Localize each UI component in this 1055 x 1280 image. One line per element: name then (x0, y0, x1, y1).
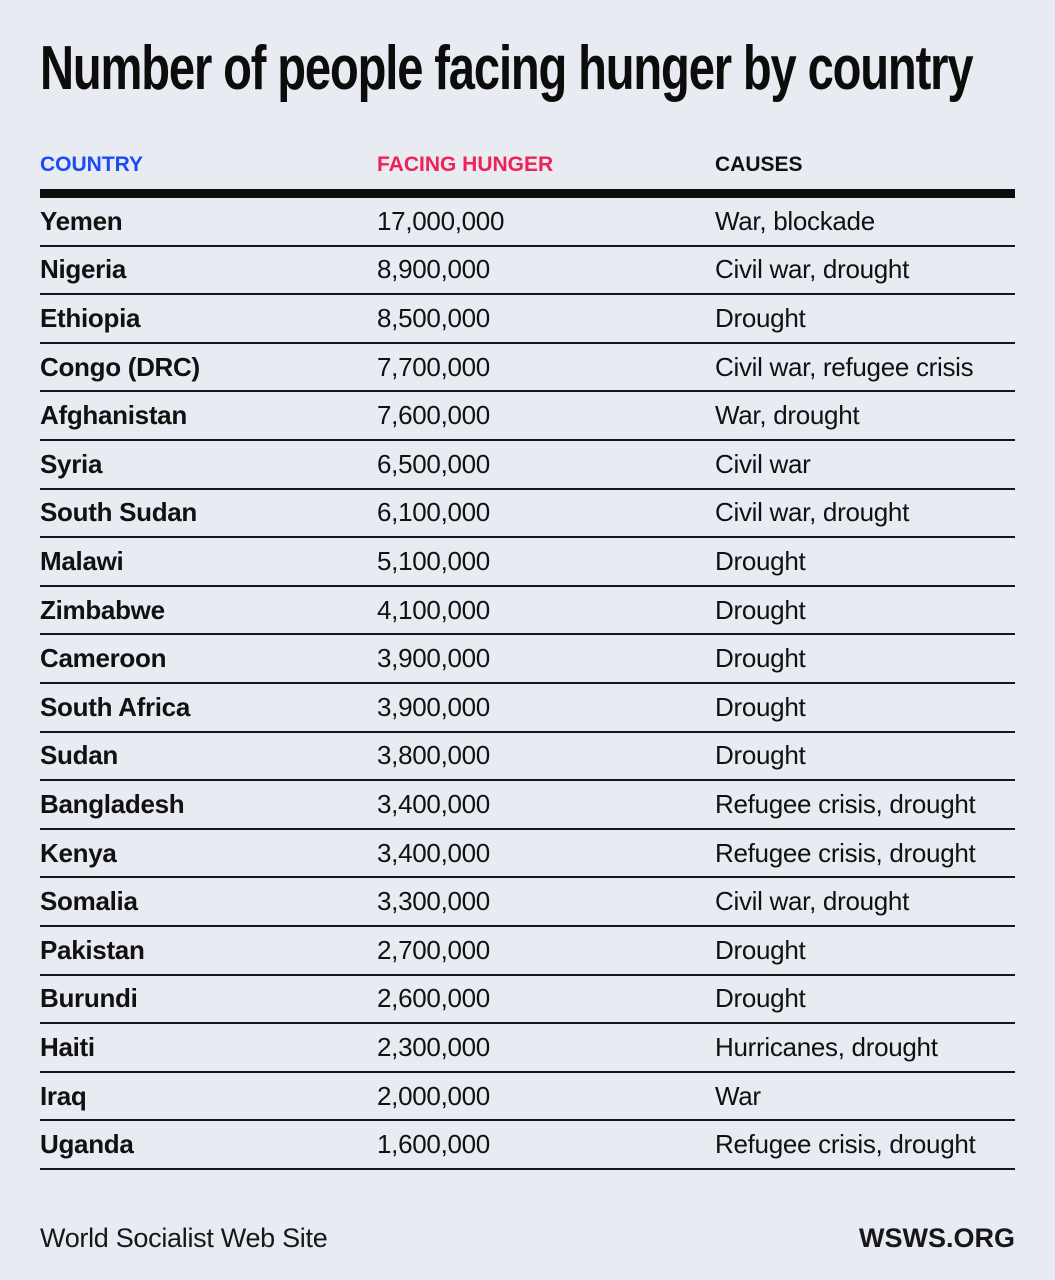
table-row (40, 1121, 1015, 1170)
site-name-label: World Socialist Web Site (40, 1223, 328, 1253)
facing-hunger-cell: 4,100,000 (377, 594, 490, 625)
table-row (40, 635, 1015, 684)
facing-hunger-cell: 6,100,000 (377, 497, 490, 528)
table-row (40, 538, 1015, 587)
table-rows (40, 198, 1015, 1170)
causes-cell: Civil war (715, 448, 811, 479)
facing-hunger-cell: 3,800,000 (377, 740, 490, 771)
table-row (40, 927, 1015, 976)
facing-hunger-cell: 3,400,000 (377, 789, 490, 820)
causes-cell: Civil war, drought (715, 886, 910, 917)
facing-hunger-cell: 5,100,000 (377, 546, 490, 577)
country-cell: Syria (40, 448, 103, 479)
causes-cell: Drought (715, 643, 806, 674)
causes-cell: Refugee crisis, drought (715, 1129, 976, 1160)
facing-hunger-cell: 3,900,000 (377, 691, 490, 722)
country-cell: Congo (DRC) (40, 351, 200, 382)
facing-hunger-cell: 3,300,000 (377, 886, 490, 917)
table-row (40, 781, 1015, 830)
country-cell: Zimbabwe (40, 594, 165, 625)
causes-cell: Refugee crisis, drought (715, 837, 976, 868)
country-cell: Yemen (40, 205, 123, 236)
causes-cell: War, drought (715, 400, 860, 431)
table-row (40, 878, 1015, 927)
facing-hunger-cell: 6,500,000 (377, 448, 490, 479)
facing-hunger-cell: 8,900,000 (377, 254, 490, 285)
table-header-row (40, 153, 1015, 177)
table-row (40, 295, 1015, 344)
country-cell: Burundi (40, 983, 138, 1014)
country-cell: Nigeria (40, 254, 127, 285)
causes-cell: Drought (715, 740, 806, 771)
country-cell: Haiti (40, 1031, 95, 1062)
country-cell: Kenya (40, 837, 117, 868)
country-cell: Sudan (40, 740, 118, 771)
table-row (40, 587, 1015, 636)
causes-cell: Drought (715, 691, 806, 722)
causes-cell: Civil war, refugee crisis (715, 351, 974, 382)
table-row (40, 684, 1015, 733)
country-cell: Somalia (40, 886, 138, 917)
facing-hunger-cell: 2,300,000 (377, 1031, 490, 1062)
country-cell: Bangladesh (40, 789, 185, 820)
facing-hunger-cell: 17,000,000 (377, 205, 505, 236)
causes-cell: Refugee crisis, drought (715, 789, 976, 820)
facing-hunger-cell: 7,700,000 (377, 351, 490, 382)
country-cell: Cameroon (40, 643, 167, 674)
causes-cell: Drought (715, 594, 806, 625)
table-row (40, 1073, 1015, 1122)
table-row (40, 976, 1015, 1025)
column-header-causes: CAUSES (715, 153, 803, 177)
facing-hunger-cell: 2,600,000 (377, 983, 490, 1014)
causes-cell: Civil war, drought (715, 497, 910, 528)
footer (40, 1223, 1015, 1254)
column-header-country: COUNTRY (40, 153, 144, 177)
facing-hunger-cell: 3,900,000 (377, 643, 490, 674)
column-header-facing-hunger: FACING HUNGER (377, 153, 554, 177)
country-cell: Iraq (40, 1080, 87, 1111)
causes-cell: Drought (715, 546, 806, 577)
site-url-label: WSWS.ORG (859, 1223, 1015, 1253)
table-row (40, 392, 1015, 441)
facing-hunger-cell: 2,000,000 (377, 1080, 490, 1111)
facing-hunger-cell: 2,700,000 (377, 934, 490, 965)
causes-cell: War (715, 1080, 761, 1111)
table-row (40, 1024, 1015, 1073)
causes-cell: Drought (715, 303, 806, 334)
facing-hunger-cell: 1,600,000 (377, 1129, 490, 1160)
table-row (40, 490, 1015, 539)
causes-cell: War, blockade (715, 205, 875, 236)
table-row (40, 247, 1015, 296)
country-cell: Malawi (40, 546, 124, 577)
facing-hunger-cell: 8,500,000 (377, 303, 490, 334)
country-cell: Ethiopia (40, 303, 141, 334)
header-divider (40, 189, 1015, 198)
causes-cell: Drought (715, 983, 806, 1014)
country-cell: Uganda (40, 1129, 134, 1160)
table-row (40, 344, 1015, 393)
causes-cell: Hurricanes, drought (715, 1031, 938, 1062)
country-cell: South Africa (40, 691, 191, 722)
causes-cell: Civil war, drought (715, 254, 910, 285)
page-title: Number of people facing hunger by country (40, 34, 973, 103)
facing-hunger-cell: 3,400,000 (377, 837, 490, 868)
country-cell: Afghanistan (40, 400, 187, 431)
facing-hunger-cell: 7,600,000 (377, 400, 490, 431)
country-cell: South Sudan (40, 497, 198, 528)
country-cell: Pakistan (40, 934, 145, 965)
table-row (40, 733, 1015, 782)
table-row (40, 441, 1015, 490)
table-row (40, 830, 1015, 879)
causes-cell: Drought (715, 934, 806, 965)
table-row (40, 198, 1015, 247)
